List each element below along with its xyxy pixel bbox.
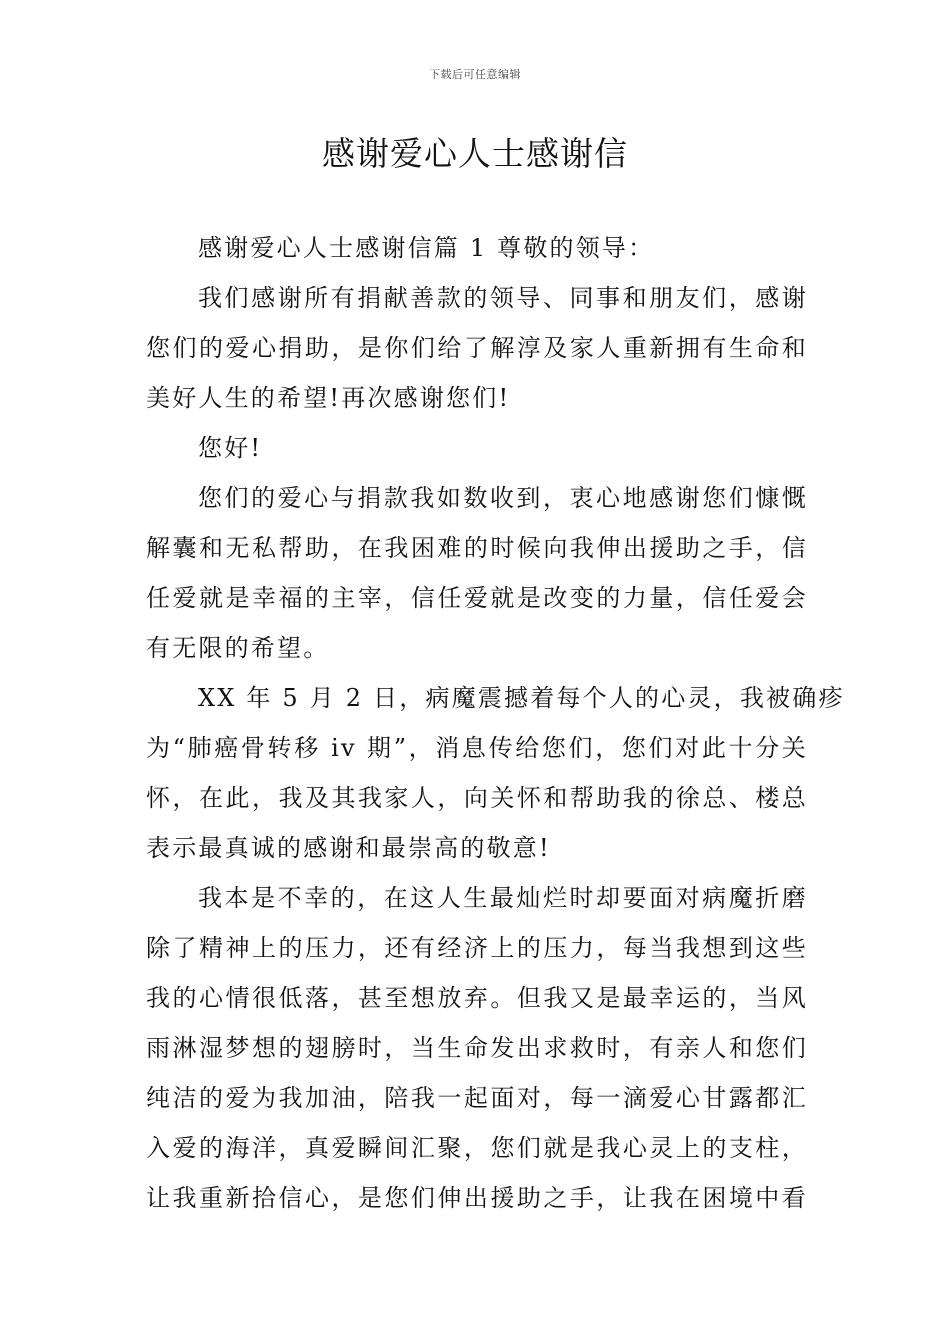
paragraph-6-line-4: 雨淋湿梦想的翅膀时，当生命发出求救时，有亲人和您们 (146, 1034, 808, 1062)
paragraph-6-line-1: 我本是不幸的，在这人生最灿烂时却要面对病魔折磨 (198, 884, 808, 912)
paragraph-4-line-1: 您们的爱心与捐款我如数收到，衷心地感谢您们慷慨 (198, 484, 808, 512)
paragraph-5-line-3: 怀，在此，我及其我家人，向关怀和帮助我的徐总、楼总 (146, 784, 808, 812)
paragraph-2-line-1: 我们感谢所有捐献善款的领导、同事和朋友们，感谢 (198, 284, 808, 312)
paragraph-6-line-3: 我的心情很低落，甚至想放弃。但我又是最幸运的，当风 (146, 984, 808, 1012)
paragraph-1-line-1: 感谢爱心人士感谢信篇 1 尊敬的领导： (198, 234, 655, 262)
header-note: 下载后可任意编辑 (429, 68, 521, 81)
paragraph-5-line-1: XX 年 5 月 2 日，病魔震撼着每个人的心灵，我被确疹 (198, 684, 845, 712)
paragraph-6-line-6: 入爱的海洋，真爱瞬间汇聚，您们就是我心灵上的支柱， (146, 1134, 808, 1162)
paragraph-5-line-4: 表示最真诚的感谢和最崇高的敬意! (146, 834, 551, 862)
document-title: 感谢爱心人士感谢信 (322, 134, 628, 173)
letter-body (146, 230, 845, 1230)
paragraph-6-line-5: 纯洁的爱为我加油，陪我一起面对，每一滴爱心甘露都汇 (146, 1084, 808, 1112)
paragraph-2-line-3: 美好人生的希望!再次感谢您们! (146, 384, 511, 412)
paragraph-2-line-2: 您们的爱心捐助，是你们给了解淳及家人重新拥有生命和 (146, 334, 808, 362)
paragraph-5-line-2: 为“肺癌骨转移 iv 期”，消息传给您们，您们对此十分关 (146, 734, 808, 762)
paragraph-3-line-1: 您好! (198, 434, 263, 462)
paragraph-6-line-2: 除了精神上的压力，还有经济上的压力，每当我想到这些 (146, 934, 808, 962)
paragraph-4-line-4: 有无限的希望。 (146, 634, 330, 662)
paragraph-4-line-3: 任爱就是幸福的主宰，信任爱就是改变的力量，信任爱会 (146, 584, 808, 612)
paragraph-4-line-2: 解囊和无私帮助，在我困难的时候向我伸出援助之手，信 (146, 534, 808, 562)
paragraph-6-line-7: 让我重新拾信心，是您们伸出援助之手，让我在困境中看 (146, 1184, 808, 1212)
